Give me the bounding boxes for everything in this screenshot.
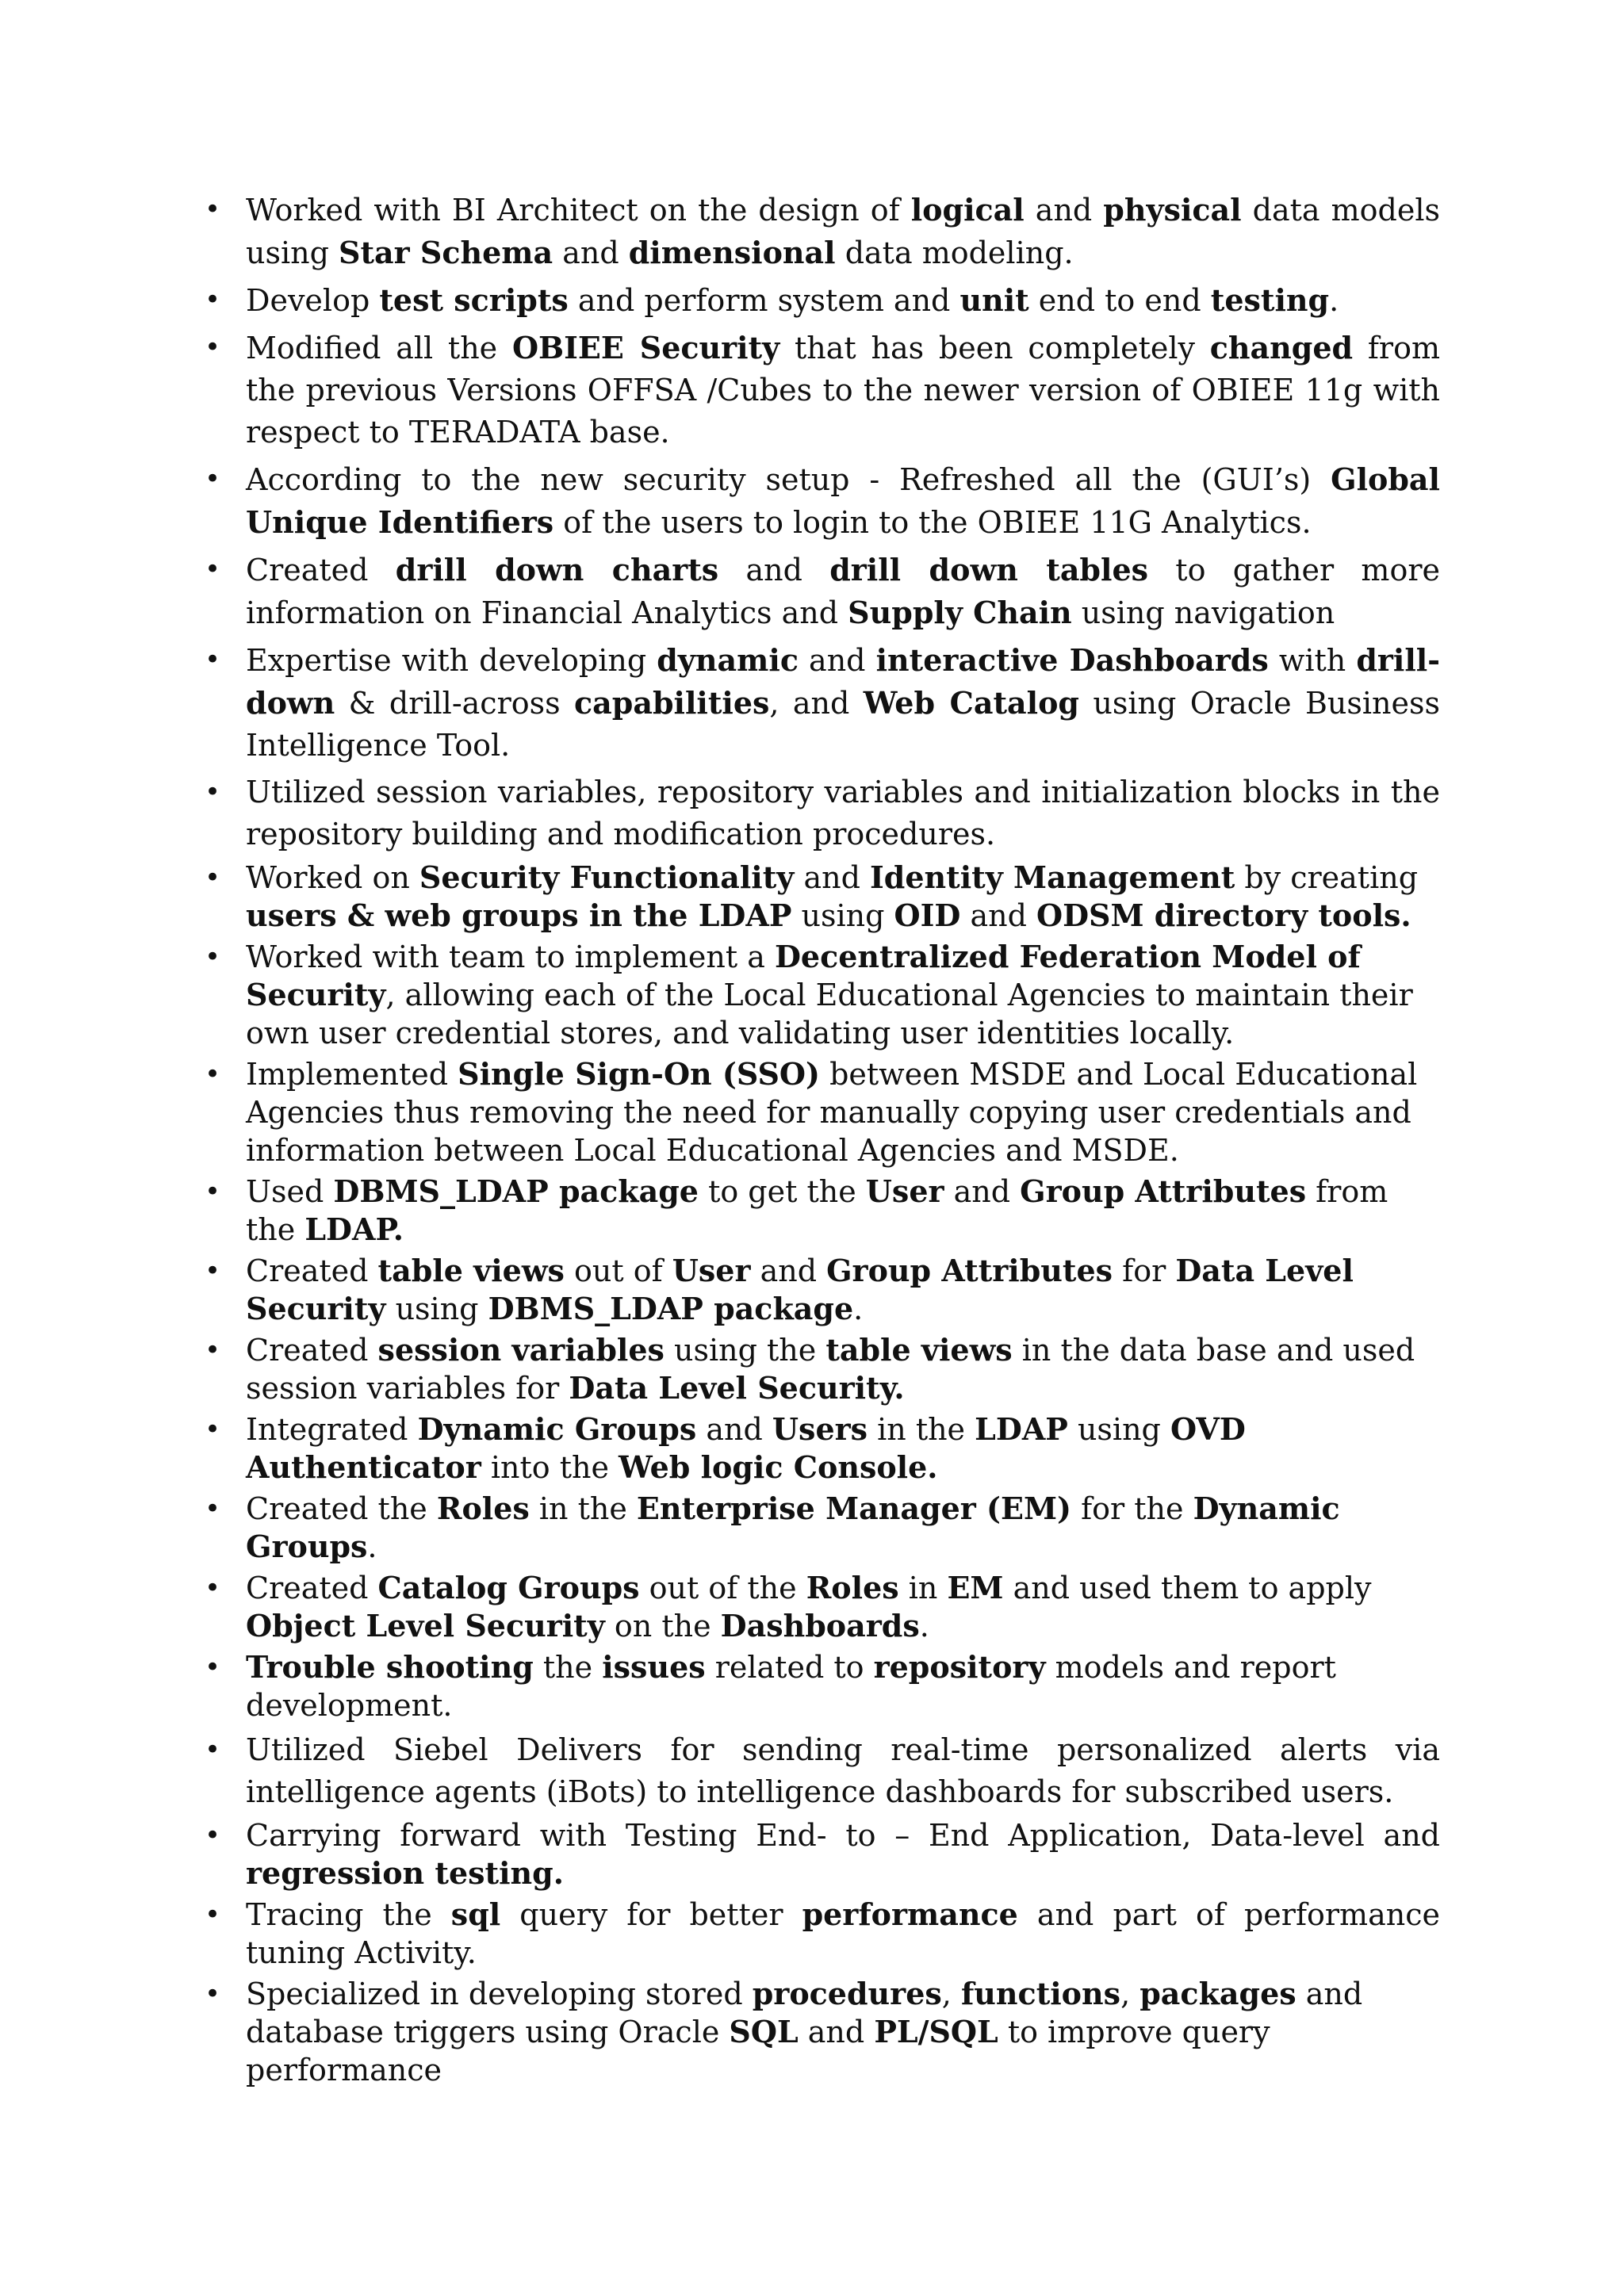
bold-text: drill down tables <box>829 552 1149 587</box>
bullet-icon: • <box>205 862 221 894</box>
body-text: the <box>533 1650 603 1685</box>
body-text: Integrated <box>246 1412 418 1447</box>
body-text: and <box>750 1253 827 1288</box>
body-text: and perform system and <box>568 283 960 318</box>
body-text: Worked on <box>246 860 419 895</box>
bullet-icon: • <box>205 1334 221 1366</box>
bold-text: repository <box>873 1649 1046 1685</box>
bold-text: testing <box>1210 282 1330 318</box>
body-text: on the <box>604 1609 721 1644</box>
body-text: using <box>1067 1412 1170 1447</box>
bold-text: PL/SQL <box>874 2014 998 2049</box>
body-text: , and <box>769 686 864 721</box>
bold-text: User <box>672 1253 751 1288</box>
bold-text: Decentralized Federation Model of Security <box>246 939 1361 1012</box>
body-text: , <box>1120 1976 1140 2011</box>
bold-text: Supply Chain <box>848 595 1072 630</box>
bold-text: Dynamic Groups <box>417 1411 697 1447</box>
body-text: by creating <box>1235 860 1419 895</box>
body-text: and <box>1024 193 1104 228</box>
bold-text: issues <box>602 1649 706 1685</box>
bold-text: physical <box>1103 192 1242 228</box>
body-text: Utilized Siebel Delivers for sending real-time personalized alerts via intelligence agents (iBots) to intelligence dashboards for subscribed users. <box>246 1732 1440 1809</box>
list-item <box>198 1896 1440 1972</box>
body-text: from the <box>246 1174 1388 1247</box>
bold-text: Group Attributes <box>1020 1173 1307 1209</box>
body-text: Tracing the <box>246 1897 451 1932</box>
body-text: . <box>853 1292 864 1326</box>
body-text: using the <box>664 1333 826 1368</box>
bullet-icon: • <box>205 553 221 585</box>
bullet-icon: • <box>205 1978 221 2010</box>
list-item <box>198 1648 1440 1724</box>
bold-text: table views <box>825 1332 1013 1368</box>
bold-text: table views <box>377 1253 565 1288</box>
bullet-icon: • <box>205 1255 221 1287</box>
body-text: into the <box>481 1450 619 1485</box>
body-text: data models using <box>246 193 1440 270</box>
bold-text: DBMS_LDAP package <box>488 1291 854 1326</box>
bold-text: unit <box>959 282 1029 318</box>
bold-text: interactive Dashboards <box>875 642 1269 678</box>
bold-text: changed <box>1209 330 1354 365</box>
body-text: Develop <box>246 283 380 318</box>
body-text: Utilized session variables, repository variables and initialization blocks in the repository building and modification procedures. <box>246 775 1440 851</box>
bold-text: Users <box>772 1411 868 1447</box>
body-text: query for better <box>500 1897 802 1932</box>
bullet-icon: • <box>205 1414 221 1445</box>
list-item <box>198 458 1440 544</box>
body-text: using <box>791 898 894 933</box>
body-text: in <box>898 1571 948 1605</box>
bold-text: OID <box>894 897 961 933</box>
bullet-icon: • <box>205 1058 221 1090</box>
list-item <box>198 639 1440 767</box>
body-text: and <box>944 1174 1021 1209</box>
body-text: for the <box>1071 1491 1193 1526</box>
bold-text: LDAP <box>975 1411 1068 1447</box>
list-item <box>198 1569 1440 1645</box>
body-text: Created the <box>246 1491 437 1526</box>
body-text: for <box>1113 1253 1176 1288</box>
bold-text: Data Level Security. <box>569 1370 905 1406</box>
body-text: between MSDE and Local Educational Agencies thus removing the need for manually copying user credentials and information between Local Educational Agencies and MSDE. <box>246 1057 1418 1168</box>
list-item <box>198 279 1440 322</box>
bullet-icon: • <box>205 1651 221 1683</box>
bold-text: Roles <box>436 1490 530 1526</box>
body-text: from the previous Versions OFFSA /Cubes to the newer version of OBIEE 11g with respect to TERADATA base. <box>246 331 1440 450</box>
bullet-icon: • <box>205 1899 221 1931</box>
bullet-icon: • <box>205 193 221 225</box>
body-text: According to the new security setup - Refreshed all the (GUI’s) <box>246 462 1331 497</box>
bold-text: Enterprise Manager (EM) <box>636 1490 1071 1526</box>
bullet-icon: • <box>205 644 221 675</box>
body-text: and <box>798 2015 875 2049</box>
body-text: end to end <box>1028 283 1211 318</box>
bold-text: Global Unique Identifiers <box>246 461 1440 540</box>
body-text: . <box>919 1609 929 1644</box>
body-text: related to <box>705 1650 874 1685</box>
body-text: using navigation <box>1071 595 1335 630</box>
body-text: with <box>1268 643 1357 678</box>
bold-text: EM <box>947 1570 1004 1605</box>
bold-text: drill down charts <box>395 552 719 587</box>
body-text: Created <box>246 1333 378 1368</box>
bold-text: Single Sign-On (SSO) <box>458 1056 821 1092</box>
bold-text: DBMS_LDAP package <box>333 1173 699 1209</box>
body-text: Carrying forward with Testing End- to – End Application, Data-level and <box>246 1818 1440 1853</box>
bold-text: Dynamic Groups <box>246 1490 1340 1564</box>
bullet-icon: • <box>205 1572 221 1604</box>
body-text: Worked with BI Architect on the design of <box>246 193 911 228</box>
body-text: , <box>941 1976 961 2011</box>
body-text: & drill-across <box>335 686 575 721</box>
list-item <box>198 327 1440 453</box>
body-text: and database triggers using Oracle <box>246 1976 1363 2049</box>
body-text: Worked with team to implement a <box>246 939 775 974</box>
body-text: Specialized in developing stored <box>246 1976 753 2011</box>
body-text: that has been completely <box>779 331 1210 365</box>
body-text: Modified all the <box>246 331 512 365</box>
body-text: and <box>553 235 629 270</box>
bold-text: Group Attributes <box>826 1253 1113 1288</box>
bold-text: Catalog Groups <box>377 1570 640 1605</box>
body-text: in the data base and used session variables for <box>246 1333 1415 1406</box>
bold-text: OVD Authenticator <box>246 1411 1246 1485</box>
list-item <box>198 771 1440 855</box>
body-text: and used them to apply <box>1003 1571 1372 1605</box>
body-text: to improve query performance <box>246 2015 1270 2087</box>
body-text: Implemented <box>246 1057 458 1092</box>
list-item <box>198 1173 1440 1249</box>
bullet-icon: • <box>205 331 221 363</box>
body-text: , allowing each of the Local Educational Agencies to maintain their own user credential stores, and validating user identities locally. <box>246 978 1413 1050</box>
bullet-icon: • <box>205 776 221 808</box>
list-item <box>198 1252 1440 1328</box>
bold-text: functions <box>960 1976 1121 2011</box>
bold-text: capabilities <box>574 685 770 721</box>
bold-text: Star Schema <box>339 235 553 270</box>
bullet-icon: • <box>205 1820 221 1851</box>
bold-text: packages <box>1139 1976 1297 2011</box>
bold-text: performance <box>802 1896 1018 1932</box>
body-text: and <box>696 1412 772 1447</box>
list-item <box>198 938 1440 1052</box>
bold-text: users & web groups in the LDAP <box>246 897 792 933</box>
body-text: to get the <box>699 1174 866 1209</box>
body-text: in the <box>529 1491 637 1526</box>
body-text: data modeling. <box>835 235 1074 270</box>
bullet-icon: • <box>205 1734 221 1766</box>
list-item <box>198 1729 1440 1813</box>
body-text: . <box>367 1529 377 1564</box>
body-text: Created <box>246 1253 378 1288</box>
bullet-icon: • <box>205 1493 221 1525</box>
list-item <box>198 1816 1440 1892</box>
body-text: Created <box>246 1571 378 1605</box>
body-text: using <box>385 1292 488 1326</box>
list-item <box>198 549 1440 634</box>
bullet-icon: • <box>205 941 221 973</box>
bold-text: Roles <box>806 1570 899 1605</box>
list-item <box>198 1410 1440 1487</box>
bold-text: Web Catalog <box>863 685 1079 721</box>
bold-text: ODSM directory tools. <box>1036 897 1411 933</box>
body-text: Created <box>246 553 396 587</box>
bold-text: session variables <box>377 1332 665 1368</box>
bold-text: procedures <box>752 1976 942 2011</box>
bullet-icon: • <box>205 284 221 316</box>
list-item <box>198 859 1440 935</box>
bold-text: SQL <box>729 2014 799 2049</box>
bold-text: Trouble shooting <box>246 1649 534 1685</box>
bold-text: regression testing. <box>246 1855 564 1891</box>
bold-text: sql <box>450 1896 501 1932</box>
body-text: Expertise with developing <box>246 643 657 678</box>
list-item <box>198 1490 1440 1566</box>
list-item <box>198 1975 1440 2089</box>
bold-text: LDAP. <box>304 1211 404 1247</box>
body-text: Used <box>246 1174 334 1209</box>
list-item <box>198 1331 1440 1407</box>
bullet-icon: • <box>205 1176 221 1207</box>
bold-text: dynamic <box>657 642 799 678</box>
bold-text: dimensional <box>628 235 836 270</box>
bold-text: Object Level Security <box>246 1608 605 1644</box>
body-text: and <box>794 860 870 895</box>
bold-text: drill-down <box>246 642 1440 721</box>
body-text: and <box>960 898 1036 933</box>
list-item <box>198 189 1440 274</box>
body-text: and <box>718 553 830 587</box>
bold-text: Web logic Console. <box>619 1449 938 1485</box>
bold-text: test scripts <box>379 282 569 318</box>
body-text: out of <box>564 1253 672 1288</box>
body-text: of the users to login to the OBIEE 11G Analytics. <box>553 505 1312 540</box>
bold-text: OBIEE Security <box>511 330 780 365</box>
list-item <box>198 1055 1440 1169</box>
body-text: models and report development. <box>246 1650 1336 1723</box>
bold-text: Dashboards <box>720 1608 920 1644</box>
body-text: in the <box>868 1412 975 1447</box>
body-text: using Oracle Business Intelligence Tool. <box>246 686 1441 763</box>
bold-text: Data Level Security <box>246 1253 1354 1326</box>
bold-text: Identity Management <box>870 859 1235 895</box>
bold-text: logical <box>910 192 1025 228</box>
body-text: to gather more information on Financial Analytics and <box>246 553 1440 630</box>
body-text: and part of performance tuning Activity. <box>246 1897 1440 1970</box>
bullet-list <box>198 189 1440 2089</box>
bold-text: User <box>865 1173 944 1209</box>
bold-text: Security Functionality <box>419 859 795 895</box>
body-text: and <box>798 643 876 678</box>
body-text: . <box>1329 283 1339 318</box>
bullet-icon: • <box>205 463 221 495</box>
body-text: out of the <box>639 1571 806 1605</box>
